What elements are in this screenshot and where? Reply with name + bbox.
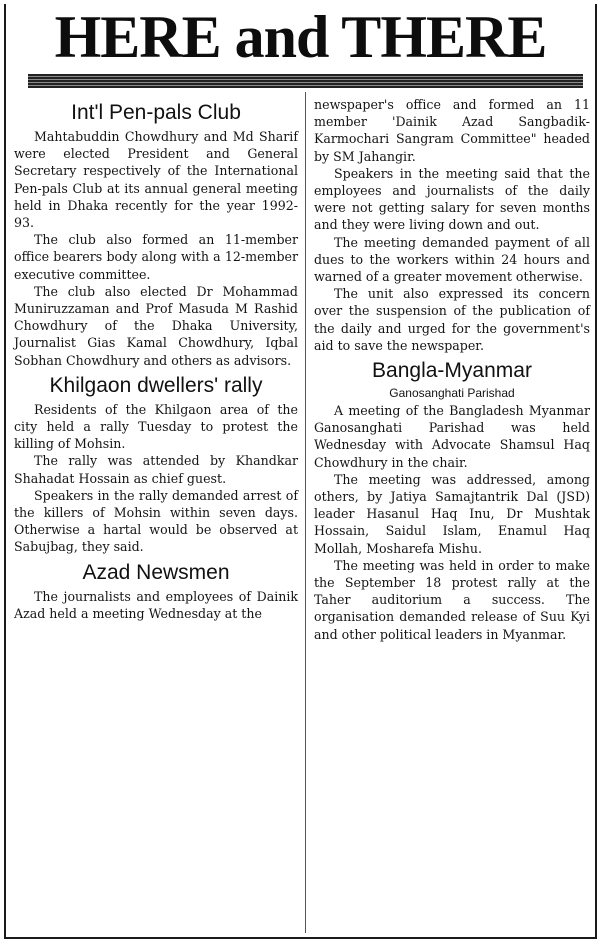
headline-azad: Azad Newsmen bbox=[82, 560, 230, 584]
right-column bbox=[314, 96, 590, 643]
headline-khilgaon: Khilgaon dwellers' rally bbox=[49, 373, 263, 397]
frame-bottom-border bbox=[4, 937, 597, 939]
column-divider bbox=[305, 92, 306, 933]
paragraph: Mahtabuddin Chowdhury and Md Sharif were elected President and General Secretary respectively of the International Pen-pals Club at its annual general meeting held in Dhaka recently for the year 1992-93. bbox=[14, 129, 298, 231]
paragraph: The club also elected Dr Mohammad Muniruzzaman and Prof Masuda M Rashid Chowdhury of the Dhaka University, Journalist Gias Kamal Chowdhury, Iqbal Sobhan Chowdhury and others as advisors. bbox=[14, 283, 298, 368]
paragraph: Residents of the Khilgaon area of the city held a rally Tuesday to protest the killing of Mohsin. bbox=[14, 401, 298, 452]
article-bangla-myanmar bbox=[314, 358, 590, 643]
paragraph: The meeting demanded payment of all dues to the workers within 24 hours and warned of a greater movement otherwise. bbox=[314, 234, 590, 285]
article-azad bbox=[14, 560, 298, 622]
left-column bbox=[14, 96, 298, 622]
subhead-bangla-myanmar: Ganosanghati Parishad bbox=[389, 386, 515, 401]
article-penpals bbox=[14, 100, 298, 369]
paragraph: Speakers in the meeting said that the employees and journalists of the daily were not getting salary for seven months and they were living down and out. bbox=[314, 165, 590, 233]
paragraph: The meeting was held in order to make the September 18 protest rally at the Taher auditorium a success. The organisation demanded release of Suu Kyi and other political leaders in Myanmar. bbox=[314, 557, 590, 642]
frame-left-border bbox=[4, 4, 6, 937]
paragraph: The meeting was addressed, among others, by Jatiya Samajtantrik Dal (JSD) leader Hasanul Haq Inu, Dr Mushtak Hossain, Saidul Islam, Enamul Haq Mollah, Mosharefa Mishu. bbox=[314, 471, 590, 556]
headline-bangla-myanmar: Bangla-Myanmar bbox=[372, 359, 532, 383]
paragraph-continued: newspaper's office and formed an 11 member 'Dainik Azad Sangbadik-Karmochari Sangram Committee" headed by SM Jahangir. bbox=[314, 97, 590, 164]
masthead-rule bbox=[28, 74, 583, 88]
paragraph: A meeting of the Bangladesh Myanmar Ganosanghati Parishad was held Wednesday with Advocate Shamsul Haq Chowdhury in the chair. bbox=[314, 403, 590, 470]
paragraph: The unit also expressed its concern over the suspension of the publication of the daily and urged for the government's aid to save the newspaper. bbox=[314, 286, 590, 353]
paragraph: Speakers in the rally demanded arrest of the killers of Mohsin within seven days. Otherwise a hartal would be observed at Sabujbag, they said. bbox=[14, 487, 298, 555]
paragraph: The club also formed an 11-member office bearers body along with a 12-member executive committee. bbox=[14, 232, 298, 282]
paragraph: The journalists and employees of Dainik Azad held a meeting Wednesday at the bbox=[14, 588, 298, 621]
article-azad-continued bbox=[314, 96, 590, 354]
frame-right-border bbox=[595, 4, 597, 937]
article-khilgaon bbox=[14, 373, 298, 556]
headline-penpals: Int'l Pen-pals Club bbox=[71, 101, 241, 124]
masthead-title: HERE and THERE bbox=[54, 4, 547, 70]
paragraph: The rally was attended by Khandkar Shahadat Hossain as chief guest. bbox=[14, 453, 298, 486]
